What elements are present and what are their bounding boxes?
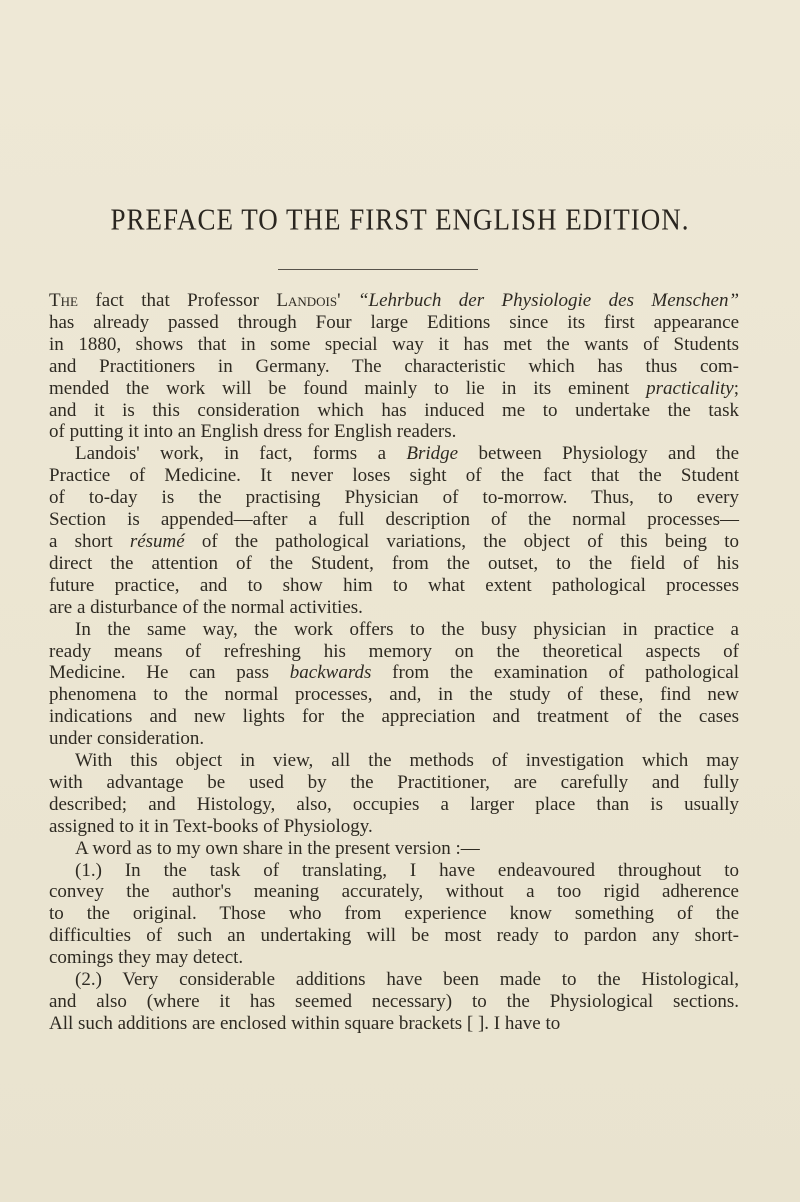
text-line — [49, 443, 739, 465]
text-line: Practice of Medicine. It never loses sight of the fact that the Student — [49, 465, 739, 487]
text-line: and it is this consideration which has induced me to undertake the task — [49, 399, 739, 421]
text-line: has already passed through Four large Editions since its first appearance — [49, 311, 739, 333]
text-line — [49, 378, 739, 400]
emphasis: practicality — [646, 377, 734, 399]
paragraph — [49, 969, 739, 1035]
text-run: Landois' work, in fact, forms a — [75, 443, 386, 465]
text-run: Medicine. He can pass — [49, 662, 270, 684]
text-line: under consideration. — [49, 728, 205, 750]
text-run: a short — [49, 530, 113, 552]
paragraph — [49, 290, 739, 443]
text-line: of to-day is the practising Physician of to-morrow. Thus, to every — [49, 487, 739, 509]
author-name: Landois' — [276, 290, 341, 311]
text-line: Section is appended—after a full description of the normal processes— — [49, 509, 739, 531]
text-line: (1.) In the task of translating, I have endeavoured throughout to — [75, 859, 739, 881]
paragraph — [49, 443, 739, 618]
title-rule — [278, 269, 478, 270]
text-line: and Practitioners in Germany. The characteristic which has thus com- — [49, 355, 739, 377]
text-line: to the original. Those who from experience know something of the — [49, 903, 739, 925]
text-line: All such additions are enclosed within square brackets [ ]. I have to — [49, 1012, 561, 1034]
text-line: and also (where it has seemed necessary) to the Physiological sections. — [49, 991, 739, 1012]
text-run: ; — [733, 377, 739, 399]
text-line — [49, 662, 739, 684]
text-line: are a disturbance of the normal activities. — [49, 596, 363, 618]
book-title: “Lehrbuch der Physiologie des Menschen” — [357, 290, 740, 311]
paragraph — [49, 838, 739, 860]
text-line: ready means of refreshing his memory on the theoretical aspects of — [49, 640, 739, 662]
text-run: between Physiology and the — [478, 443, 740, 465]
text-line: convey the author's meaning accurately, without a too rigid adherence — [49, 881, 739, 903]
text-line: of putting it into an English dress for English readers. — [49, 421, 457, 443]
text-run: of the pathological variations, the object of this being to — [201, 530, 740, 552]
text-line: difficulties of such an undertaking will be most ready to pardon any short- — [49, 925, 739, 947]
emphasis: backwards — [289, 662, 372, 684]
emphasis: Bridge — [406, 443, 459, 465]
text-line: with advantage be used by the Practitioner, are carefully and fully — [49, 771, 739, 793]
text-line: described; and Histology, also, occupies a larger place than is usually — [49, 793, 739, 815]
text-line: With this object in view, all the methods of investigation which may — [75, 750, 739, 772]
paragraph — [49, 619, 739, 750]
text-line: future practice, and to show him to what extent pathological processes — [49, 574, 739, 596]
text-line: (2.) Very considerable additions have been made to the Histological, — [75, 969, 739, 991]
text-line: direct the attention of the Student, from the outset, to the field of his — [49, 552, 739, 574]
text-line: phenomena to the normal processes, and, in the study of these, find new — [49, 684, 739, 706]
text-run: mended the work will be found mainly to lie in its eminent — [49, 377, 630, 399]
text-line — [49, 531, 739, 553]
text-line: comings they may detect. — [49, 947, 244, 969]
opening-word: The — [49, 290, 78, 311]
text-line: A word as to my own share in the present version :— — [75, 837, 480, 859]
paragraph — [49, 750, 739, 838]
paragraph — [49, 860, 739, 970]
page-title: PREFACE TO THE FIRST ENGLISH EDITION. — [110, 201, 690, 237]
text-line: In the same way, the work offers to the busy physician in practice a — [75, 618, 739, 640]
text-line: in 1880, shows that in some special way it has met the wants of Students — [49, 333, 739, 355]
text-run: from the examination of pathological — [392, 662, 740, 684]
emphasis: résumé — [129, 530, 185, 552]
preface-text — [49, 290, 739, 1035]
text-line: The fact that Professor Landois' “Lehrbuch der Physiologie des Menschen” — [49, 290, 740, 311]
text-line: assigned to it in Text-books of Physiology. — [49, 815, 373, 837]
text-line: indications and new lights for the appreciation and treatment of the cases — [49, 706, 739, 728]
